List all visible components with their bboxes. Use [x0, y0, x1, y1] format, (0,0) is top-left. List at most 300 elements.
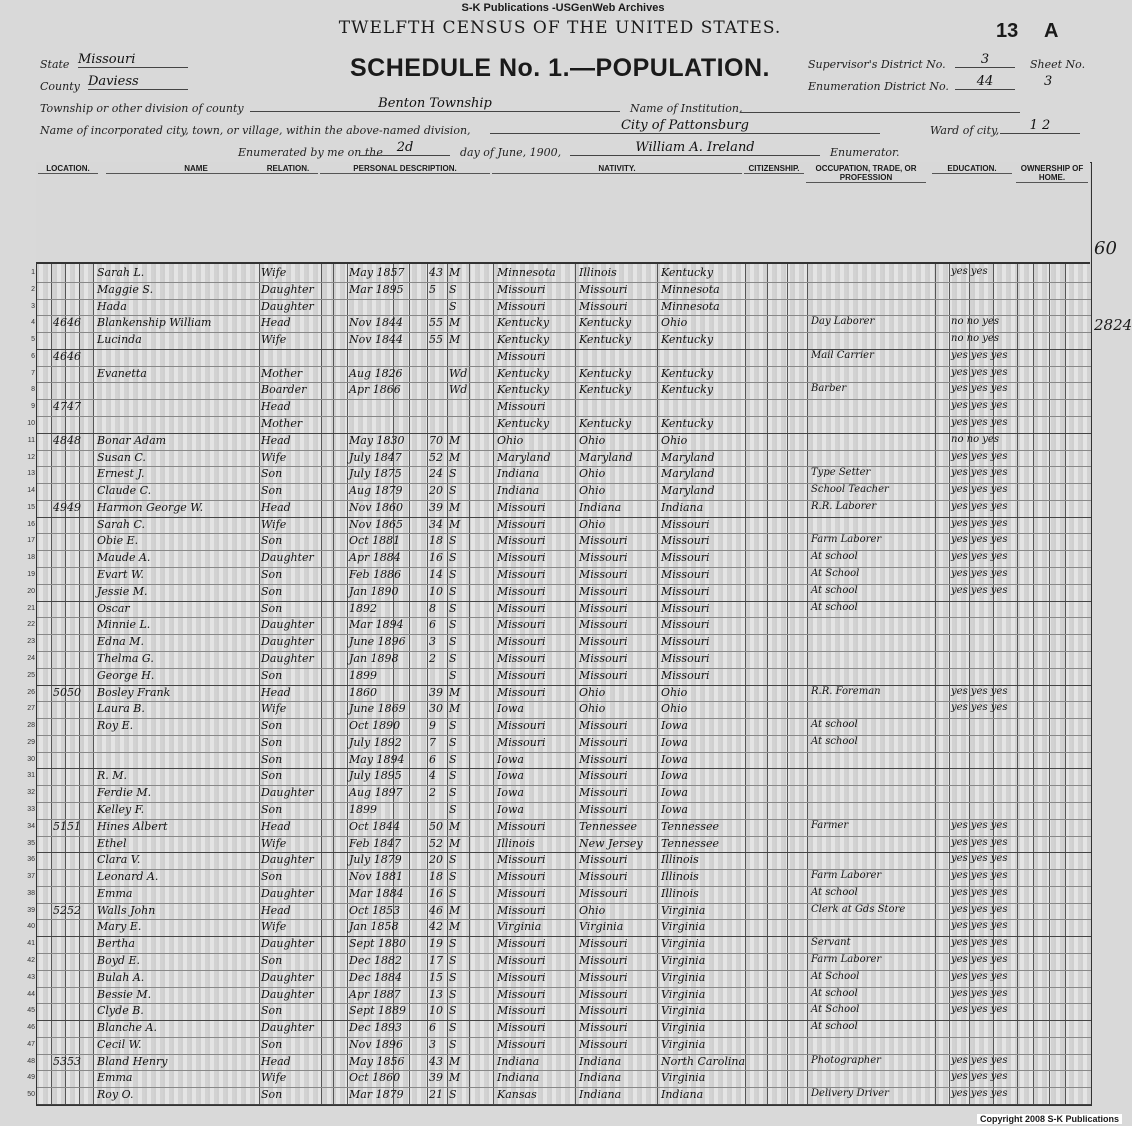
marital-status: S — [449, 635, 457, 649]
marital-status: M — [449, 316, 461, 330]
page-letter: A — [1044, 20, 1059, 42]
person-name: Bosley Frank — [97, 685, 171, 699]
line-number: 9 — [31, 403, 35, 411]
education: no no yes — [951, 316, 999, 328]
row-rule — [37, 718, 1091, 719]
birth-date: Aug 1826 — [349, 366, 403, 380]
age: 8 — [429, 601, 436, 615]
age: 16 — [429, 551, 443, 565]
line-number: 30 — [27, 755, 35, 763]
birthplace-father: Ohio — [579, 467, 606, 481]
line-number: 16 — [27, 520, 35, 528]
person-name: Clyde B. — [97, 1004, 144, 1018]
marital-status: M — [449, 836, 461, 850]
birthplace-person: Ohio — [497, 433, 524, 447]
occupation: R.R. Laborer — [811, 500, 877, 512]
person-name: Bertha — [97, 937, 135, 951]
birthplace-person: Kentucky — [497, 383, 550, 397]
township-value: Benton Township — [250, 96, 620, 112]
sheet-label: Sheet No. — [1030, 58, 1086, 71]
birthplace-mother: Tennessee — [661, 836, 719, 850]
person-name: Obie E. — [97, 534, 139, 548]
row-rule — [37, 349, 1091, 350]
row-rule — [37, 685, 1091, 686]
marital-status: S — [449, 870, 457, 884]
birthplace-person: Illinois — [497, 836, 535, 850]
relation: Head — [261, 500, 291, 514]
age: 46 — [429, 903, 443, 917]
person-name: Bulah A. — [97, 970, 145, 984]
birthplace-father: Missouri — [579, 668, 628, 682]
birth-date: Aug 1879 — [349, 484, 403, 498]
birthplace-person: Missouri — [497, 668, 546, 682]
relation: Daughter — [261, 299, 314, 313]
birthplace-person: Missouri — [497, 937, 546, 951]
relation: Daughter — [261, 937, 314, 951]
dwelling-number: 51 — [53, 819, 67, 833]
age: 18 — [429, 870, 443, 884]
birthplace-mother: Missouri — [661, 551, 710, 565]
family-number: 51 — [67, 819, 81, 833]
birthplace-person: Indiana — [497, 467, 540, 481]
birthplace-person: Indiana — [497, 484, 540, 498]
relation: Daughter — [261, 635, 314, 649]
marital-status: S — [449, 886, 457, 900]
relation: Wife — [261, 517, 287, 531]
family-number: 50 — [67, 685, 81, 699]
group-citizenship: CITIZENSHIP. — [744, 164, 804, 174]
line-number: 6 — [31, 352, 35, 360]
occupation: At school — [811, 601, 858, 613]
relation: Daughter — [261, 651, 314, 665]
birthplace-father: Ohio — [579, 903, 606, 917]
birthplace-father: Ohio — [579, 433, 606, 447]
enum-district-value: 44 — [955, 74, 1015, 90]
birthplace-father: Missouri — [579, 870, 628, 884]
birthplace-person: Kentucky — [497, 316, 550, 330]
birth-date: Nov 1860 — [349, 500, 403, 514]
birthplace-person: Kansas — [497, 1088, 537, 1102]
birthplace-father: Ohio — [579, 702, 606, 716]
enumerated-prefix: Enumerated by me on the — [238, 146, 383, 159]
line-number: 45 — [27, 1007, 35, 1015]
education: yes yes yes — [951, 417, 1008, 429]
birthplace-person: Missouri — [497, 584, 546, 598]
birthplace-mother: Illinois — [661, 870, 699, 884]
birthplace-mother: Virginia — [661, 937, 706, 951]
education: yes yes yes — [951, 836, 1008, 848]
education: yes yes yes — [951, 383, 1008, 395]
birthplace-person: Missouri — [497, 886, 546, 900]
relation: Daughter — [261, 886, 314, 900]
sheet-value: 3 — [1044, 74, 1053, 89]
row-rule — [37, 466, 1091, 467]
relation: Son — [261, 534, 283, 548]
age: 16 — [429, 886, 443, 900]
marital-status: S — [449, 987, 457, 1001]
birthplace-father: Kentucky — [579, 333, 632, 347]
relation: Wife — [261, 702, 287, 716]
row-rule — [37, 970, 1091, 971]
relation: Son — [261, 769, 283, 783]
supervisor-label: Supervisor's District No. — [808, 58, 946, 71]
marital-status: S — [449, 719, 457, 733]
age: 43 — [429, 266, 443, 279]
person-name: R. M. — [97, 769, 128, 783]
birthplace-person: Missouri — [497, 534, 546, 548]
birth-date: Sept 1889 — [349, 1004, 406, 1018]
line-number: 25 — [27, 671, 35, 679]
birthplace-father: Ohio — [579, 685, 606, 699]
birth-date: May 1856 — [349, 1054, 405, 1068]
person-name: Emma — [97, 1071, 133, 1085]
row-rule — [37, 332, 1091, 333]
marital-status: M — [449, 819, 461, 833]
city-label: Name of incorporated city, town, or village, within the above-named division, — [40, 124, 471, 137]
birth-date: Nov 1881 — [349, 870, 403, 884]
birthplace-person: Iowa — [497, 769, 524, 783]
birthplace-father: Missouri — [579, 886, 628, 900]
row-rule — [37, 584, 1091, 585]
birthplace-person: Missouri — [497, 853, 546, 867]
occupation: Barber — [811, 383, 847, 395]
row-rule — [37, 366, 1091, 367]
ward-value: 1 2 — [1000, 118, 1080, 134]
education: yes yes yes — [951, 1088, 1008, 1100]
marital-status: S — [449, 668, 457, 682]
birthplace-father: Illinois — [579, 266, 617, 279]
education: yes yes yes — [951, 568, 1008, 580]
person-name: Lucinda — [97, 333, 142, 347]
marital-status: S — [449, 534, 457, 548]
marital-status: M — [449, 266, 461, 279]
birth-date: Oct 1853 — [349, 903, 401, 917]
relation: Mother — [261, 417, 303, 431]
line-number: 49 — [27, 1074, 35, 1082]
birth-date: May 1830 — [349, 433, 405, 447]
birthplace-father: Missouri — [579, 953, 628, 967]
birthplace-father: Missouri — [579, 719, 628, 733]
occupation: At School — [811, 1004, 860, 1016]
township-label: Township or other division of county — [40, 102, 244, 115]
birth-date: Feb 1847 — [349, 836, 402, 850]
age: 42 — [429, 920, 443, 934]
line-number: 27 — [27, 705, 35, 713]
line-number: 47 — [27, 1040, 35, 1048]
birth-date: Sept 1880 — [349, 937, 406, 951]
person-name: Sarah L. — [97, 266, 145, 279]
marital-status: S — [449, 568, 457, 582]
birth-date: July 1892 — [349, 735, 402, 749]
age: 10 — [429, 1004, 443, 1018]
age: 43 — [429, 1054, 443, 1068]
person-name: Maggie S. — [97, 282, 154, 296]
marital-status: M — [449, 517, 461, 531]
group-personal: PERSONAL DESCRIPTION. — [320, 164, 490, 174]
row-rule — [37, 886, 1091, 887]
marital-status: S — [449, 299, 457, 313]
education: yes yes yes — [951, 953, 1008, 965]
line-number: 5 — [31, 336, 35, 344]
birthplace-father: Indiana — [579, 1054, 622, 1068]
birthplace-person: Missouri — [497, 551, 546, 565]
relation: Son — [261, 1004, 283, 1018]
birthplace-father: Missouri — [579, 987, 628, 1001]
birthplace-father: Missouri — [579, 282, 628, 296]
line-number: 37 — [27, 873, 35, 881]
birth-date: Nov 1844 — [349, 316, 403, 330]
person-name: Walls John — [97, 903, 156, 917]
birthplace-mother: Missouri — [661, 568, 710, 582]
marital-status: S — [449, 786, 457, 800]
occupation: Mail Carrier — [811, 349, 874, 361]
marital-status: S — [449, 853, 457, 867]
birthplace-father: Missouri — [579, 853, 628, 867]
birthplace-mother: Kentucky — [661, 266, 714, 279]
age: 6 — [429, 1021, 436, 1035]
relation: Son — [261, 870, 283, 884]
education: yes yes yes — [951, 400, 1008, 412]
relation: Wife — [261, 920, 287, 934]
birthplace-person: Missouri — [497, 1021, 546, 1035]
birthplace-person: Kentucky — [497, 366, 550, 380]
birthplace-person: Maryland — [497, 450, 551, 464]
birthplace-mother: Kentucky — [661, 417, 714, 431]
copyright-notice: Copyright 2008 S-K Publications — [977, 1114, 1122, 1124]
birthplace-father: Missouri — [579, 1021, 628, 1035]
birthplace-mother: Minnesota — [661, 299, 720, 313]
marital-status: S — [449, 1004, 457, 1018]
birthplace-person: Missouri — [497, 500, 546, 514]
age: 50 — [429, 819, 443, 833]
family-number: 47 — [67, 400, 81, 414]
birthplace-mother: Tennessee — [661, 819, 719, 833]
row-rule — [37, 299, 1091, 300]
person-name: Clara V. — [97, 853, 141, 867]
row-rule — [37, 1070, 1091, 1071]
birthplace-person: Iowa — [497, 802, 524, 816]
relation: Daughter — [261, 987, 314, 1001]
age: 5 — [429, 282, 436, 296]
birthplace-person: Missouri — [497, 685, 546, 699]
birth-date: Mar 1895 — [349, 282, 404, 296]
birthplace-father: Missouri — [579, 568, 628, 582]
birth-date: Oct 1844 — [349, 819, 401, 833]
line-number: 4 — [31, 319, 35, 327]
birth-date: Oct 1881 — [349, 534, 401, 548]
birthplace-person: Iowa — [497, 702, 524, 716]
age: 3 — [429, 635, 436, 649]
birthplace-person: Missouri — [497, 987, 546, 1001]
family-number: 46 — [67, 349, 81, 363]
marital-status: M — [449, 433, 461, 447]
relation: Son — [261, 802, 283, 816]
birth-date: Feb 1886 — [349, 568, 402, 582]
line-number: 39 — [27, 906, 35, 914]
county-label: County — [40, 80, 80, 93]
person-name: Blankenship William — [97, 316, 212, 330]
birthplace-father: Missouri — [579, 534, 628, 548]
age: 9 — [429, 719, 436, 733]
occupation: Farm Laborer — [811, 534, 882, 546]
birthplace-person: Minnesota — [497, 266, 556, 279]
row-rule — [37, 768, 1091, 769]
birthplace-mother: Missouri — [661, 517, 710, 531]
birthplace-father: Kentucky — [579, 383, 632, 397]
row-rule — [37, 416, 1091, 417]
family-number: 49 — [67, 500, 81, 514]
occupation: School Teacher — [811, 484, 889, 496]
age: 55 — [429, 316, 443, 330]
row-rule — [37, 903, 1091, 904]
line-number: 8 — [31, 386, 35, 394]
dwelling-number: 47 — [53, 400, 67, 414]
age: 52 — [429, 450, 443, 464]
occupation: Farm Laborer — [811, 870, 882, 882]
birthplace-person: Missouri — [497, 618, 546, 632]
group-name: NAME — [106, 164, 286, 174]
birthplace-mother: Iowa — [661, 769, 688, 783]
birthplace-mother: Ohio — [661, 685, 688, 699]
occupation: Servant — [811, 937, 851, 949]
person-name: George H. — [97, 668, 155, 682]
education: yes yes yes — [951, 584, 1008, 596]
birth-date: Jan 1890 — [349, 584, 399, 598]
relation: Mother — [261, 366, 303, 380]
person-name: Mary E. — [97, 920, 142, 934]
education: yes yes yes — [951, 484, 1008, 496]
marital-status: M — [449, 333, 461, 347]
birthplace-father: Ohio — [579, 517, 606, 531]
line-number: 13 — [27, 470, 35, 478]
row-rule — [37, 819, 1091, 820]
marital-status: S — [449, 551, 457, 565]
line-number: 35 — [27, 839, 35, 847]
birthplace-person: Missouri — [497, 282, 546, 296]
birth-date: July 1847 — [349, 450, 402, 464]
county-value: Daviess — [88, 74, 188, 90]
line-number: 22 — [27, 621, 35, 629]
birthplace-father: Kentucky — [579, 366, 632, 380]
birth-date: Apr 1887 — [349, 987, 401, 1001]
relation: Son — [261, 1088, 283, 1102]
birthplace-father: Missouri — [579, 937, 628, 951]
birthplace-father: Missouri — [579, 752, 628, 766]
relation: Son — [261, 953, 283, 967]
relation: Son — [261, 568, 283, 582]
birthplace-person: Missouri — [497, 903, 546, 917]
birthplace-mother: Ohio — [661, 433, 688, 447]
row-rule — [37, 282, 1091, 283]
birthplace-father: Missouri — [579, 618, 628, 632]
birthplace-person: Missouri — [497, 719, 546, 733]
person-name: Roy O. — [97, 1088, 134, 1102]
marital-status: M — [449, 1071, 461, 1085]
relation: Wife — [261, 266, 287, 279]
birth-date: Oct 1890 — [349, 719, 401, 733]
occupation: At school — [811, 551, 858, 563]
row-rule — [37, 601, 1091, 602]
marital-status: S — [449, 1037, 457, 1051]
group-location: LOCATION. — [38, 164, 98, 174]
row-rule — [37, 1087, 1091, 1088]
marital-status: Wd — [449, 383, 468, 397]
occupation: At school — [811, 735, 858, 747]
age: 6 — [429, 752, 436, 766]
person-name: Evanetta — [97, 366, 147, 380]
marital-status: M — [449, 903, 461, 917]
birth-date: Jan 1898 — [349, 651, 399, 665]
education: yes yes yes — [951, 853, 1008, 865]
birth-date: Nov 1865 — [349, 517, 403, 531]
marital-status: S — [449, 651, 457, 665]
group-ownership: OWNERSHIP OF HOME. — [1016, 164, 1088, 183]
line-number: 19 — [27, 571, 35, 579]
birthplace-mother: Missouri — [661, 534, 710, 548]
row-rule — [37, 617, 1091, 618]
birthplace-person: Indiana — [497, 1071, 540, 1085]
line-number: 10 — [27, 420, 35, 428]
row-rule — [37, 785, 1091, 786]
birthplace-mother: Kentucky — [661, 333, 714, 347]
line-number: 43 — [27, 973, 35, 981]
birthplace-father: Missouri — [579, 802, 628, 816]
row-rule — [37, 433, 1091, 434]
marital-status: M — [449, 1054, 461, 1068]
birthplace-mother: Virginia — [661, 970, 706, 984]
birthplace-person: Kentucky — [497, 333, 550, 347]
birthplace-person: Iowa — [497, 786, 524, 800]
marital-status: M — [449, 500, 461, 514]
relation: Wife — [261, 836, 287, 850]
family-number: 48 — [67, 433, 81, 447]
education: yes yes yes — [951, 886, 1008, 898]
person-name: Minnie L. — [97, 618, 151, 632]
age: 7 — [429, 735, 436, 749]
line-number: 34 — [27, 822, 35, 830]
person-name: Jessie M. — [97, 584, 148, 598]
age: 24 — [429, 467, 443, 481]
row-rule — [37, 382, 1091, 383]
person-name: Hines Albert — [97, 819, 168, 833]
birthplace-mother: Maryland — [661, 467, 715, 481]
birth-date: Mar 1894 — [349, 618, 404, 632]
line-number: 23 — [27, 638, 35, 646]
person-name: Oscar — [97, 601, 130, 615]
birthplace-mother: Virginia — [661, 903, 706, 917]
relation: Son — [261, 584, 283, 598]
relation: Daughter — [261, 853, 314, 867]
birthplace-mother: Minnesota — [661, 282, 720, 296]
occupation: Delivery Driver — [811, 1088, 889, 1100]
birthplace-mother: Kentucky — [661, 366, 714, 380]
enum-district-label: Enumeration District No. — [808, 80, 949, 93]
age: 14 — [429, 568, 443, 582]
person-name: Ernest J. — [97, 467, 145, 481]
birthplace-mother: Ohio — [661, 316, 688, 330]
birthplace-father: New Jersey — [579, 836, 643, 850]
age: 17 — [429, 953, 443, 967]
birthplace-mother: Missouri — [661, 651, 710, 665]
age: 20 — [429, 853, 443, 867]
relation: Daughter — [261, 282, 314, 296]
birthplace-father: Missouri — [579, 584, 628, 598]
birthplace-person: Kentucky — [497, 417, 550, 431]
occupation: At school — [811, 987, 858, 999]
line-number: 32 — [27, 789, 35, 797]
state-label: State — [40, 58, 70, 71]
group-relation: RELATION. — [258, 164, 318, 174]
